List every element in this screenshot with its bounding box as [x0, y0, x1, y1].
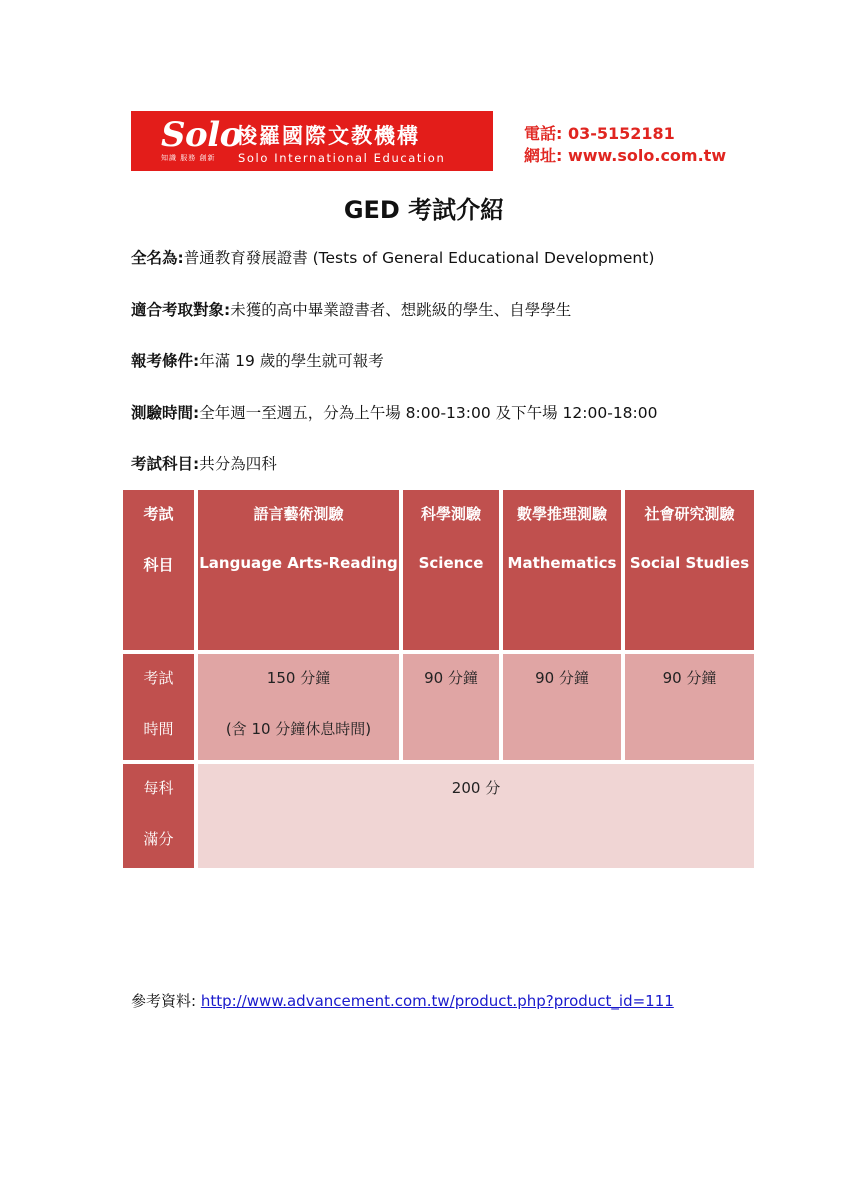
subject-cn-name: 語言藝術測驗: [253, 505, 344, 523]
logo-tagline: 知識 服務 創新: [161, 154, 216, 162]
info-test-time: [131, 401, 657, 423]
info-value: 年滿 19 歲的學生就可報考: [199, 352, 384, 370]
subject-cell: [401, 488, 501, 652]
subject-duration: 90 分鐘: [535, 669, 589, 687]
logo-solo-text: Solo: [161, 115, 242, 155]
reference-label: 參考資料:: [131, 992, 201, 1010]
subject-cn-name: 數學推理測驗: [516, 505, 607, 523]
logo-chinese-name: 梭羅國際文教機構: [236, 123, 420, 148]
table-label-line: 時間: [143, 720, 174, 738]
score-label-cell: [121, 762, 196, 870]
time-row: [121, 652, 756, 762]
max-score: 200 分: [451, 779, 501, 797]
subject-cell: [501, 488, 623, 652]
time-cell: [623, 652, 756, 762]
time-cell: [196, 652, 401, 762]
info-requirement: [131, 349, 384, 371]
info-fullname: [131, 246, 654, 268]
info-label: 適合考取對象:: [131, 301, 231, 319]
logo-banner: [131, 111, 493, 171]
subject-en-name: Social Studies: [629, 554, 750, 572]
info-target: [131, 298, 571, 320]
time-cell: [401, 652, 501, 762]
subject-duration: 150 分鐘: [266, 669, 331, 687]
subject-cell: [196, 488, 401, 652]
subject-duration: 90 分鐘: [662, 669, 717, 687]
subject-label-cell: [121, 488, 196, 652]
logo-english-name: Solo International Education: [238, 151, 446, 165]
subject-cn-name: 科學測驗: [420, 505, 481, 523]
subject-en-name: Language Arts-Reading: [199, 554, 398, 572]
subject-en-name: Science: [418, 554, 484, 572]
info-subjects: [131, 452, 277, 474]
time-cell: [501, 652, 623, 762]
subject-cell: [623, 488, 756, 652]
page-title: GED 考試介紹: [343, 196, 505, 224]
table-label-line: 考試: [143, 669, 174, 687]
subjects-table: [121, 488, 756, 870]
reference-link[interactable]: http://www.advancement.com.tw/product.php?product_id=111: [200, 992, 674, 1010]
table-label-line: 考試: [143, 505, 174, 523]
score-cell: [196, 762, 756, 870]
table-label-line: 滿分: [143, 830, 174, 848]
subject-duration-note: (含 10 分鐘休息時間): [225, 720, 372, 738]
contact-website: 網址: www.solo.com.tw: [524, 146, 727, 165]
subject-cn-name: 社會研究測驗: [644, 505, 735, 523]
info-label: 考試科目:: [131, 455, 200, 473]
info-label: 全名為:: [131, 249, 184, 267]
table-label-line: 科目: [143, 556, 174, 574]
table-label-line: 每科: [143, 779, 174, 797]
info-value: 未獲的高中畢業證書者、想跳級的學生、自學學生: [230, 301, 572, 319]
info-label: 測驗時間:: [131, 404, 200, 422]
subject-en-name: Mathematics: [507, 554, 617, 572]
reference-line: [131, 990, 674, 1011]
score-row: [121, 762, 756, 870]
subject-row: [121, 488, 756, 652]
info-value: 共分為四科: [199, 455, 277, 473]
info-value: 全年週一至週五，分為上午場 8:00-13:00 及下午場 12:00-18:00: [199, 404, 658, 422]
time-label-cell: [121, 652, 196, 762]
info-label: 報考條件:: [131, 352, 200, 370]
contact-phone: 電話: 03-5152181: [524, 124, 675, 143]
subject-duration: 90 分鐘: [424, 669, 478, 687]
info-value: 普通教育發展證書 (Tests of General Educational Development): [183, 249, 655, 267]
